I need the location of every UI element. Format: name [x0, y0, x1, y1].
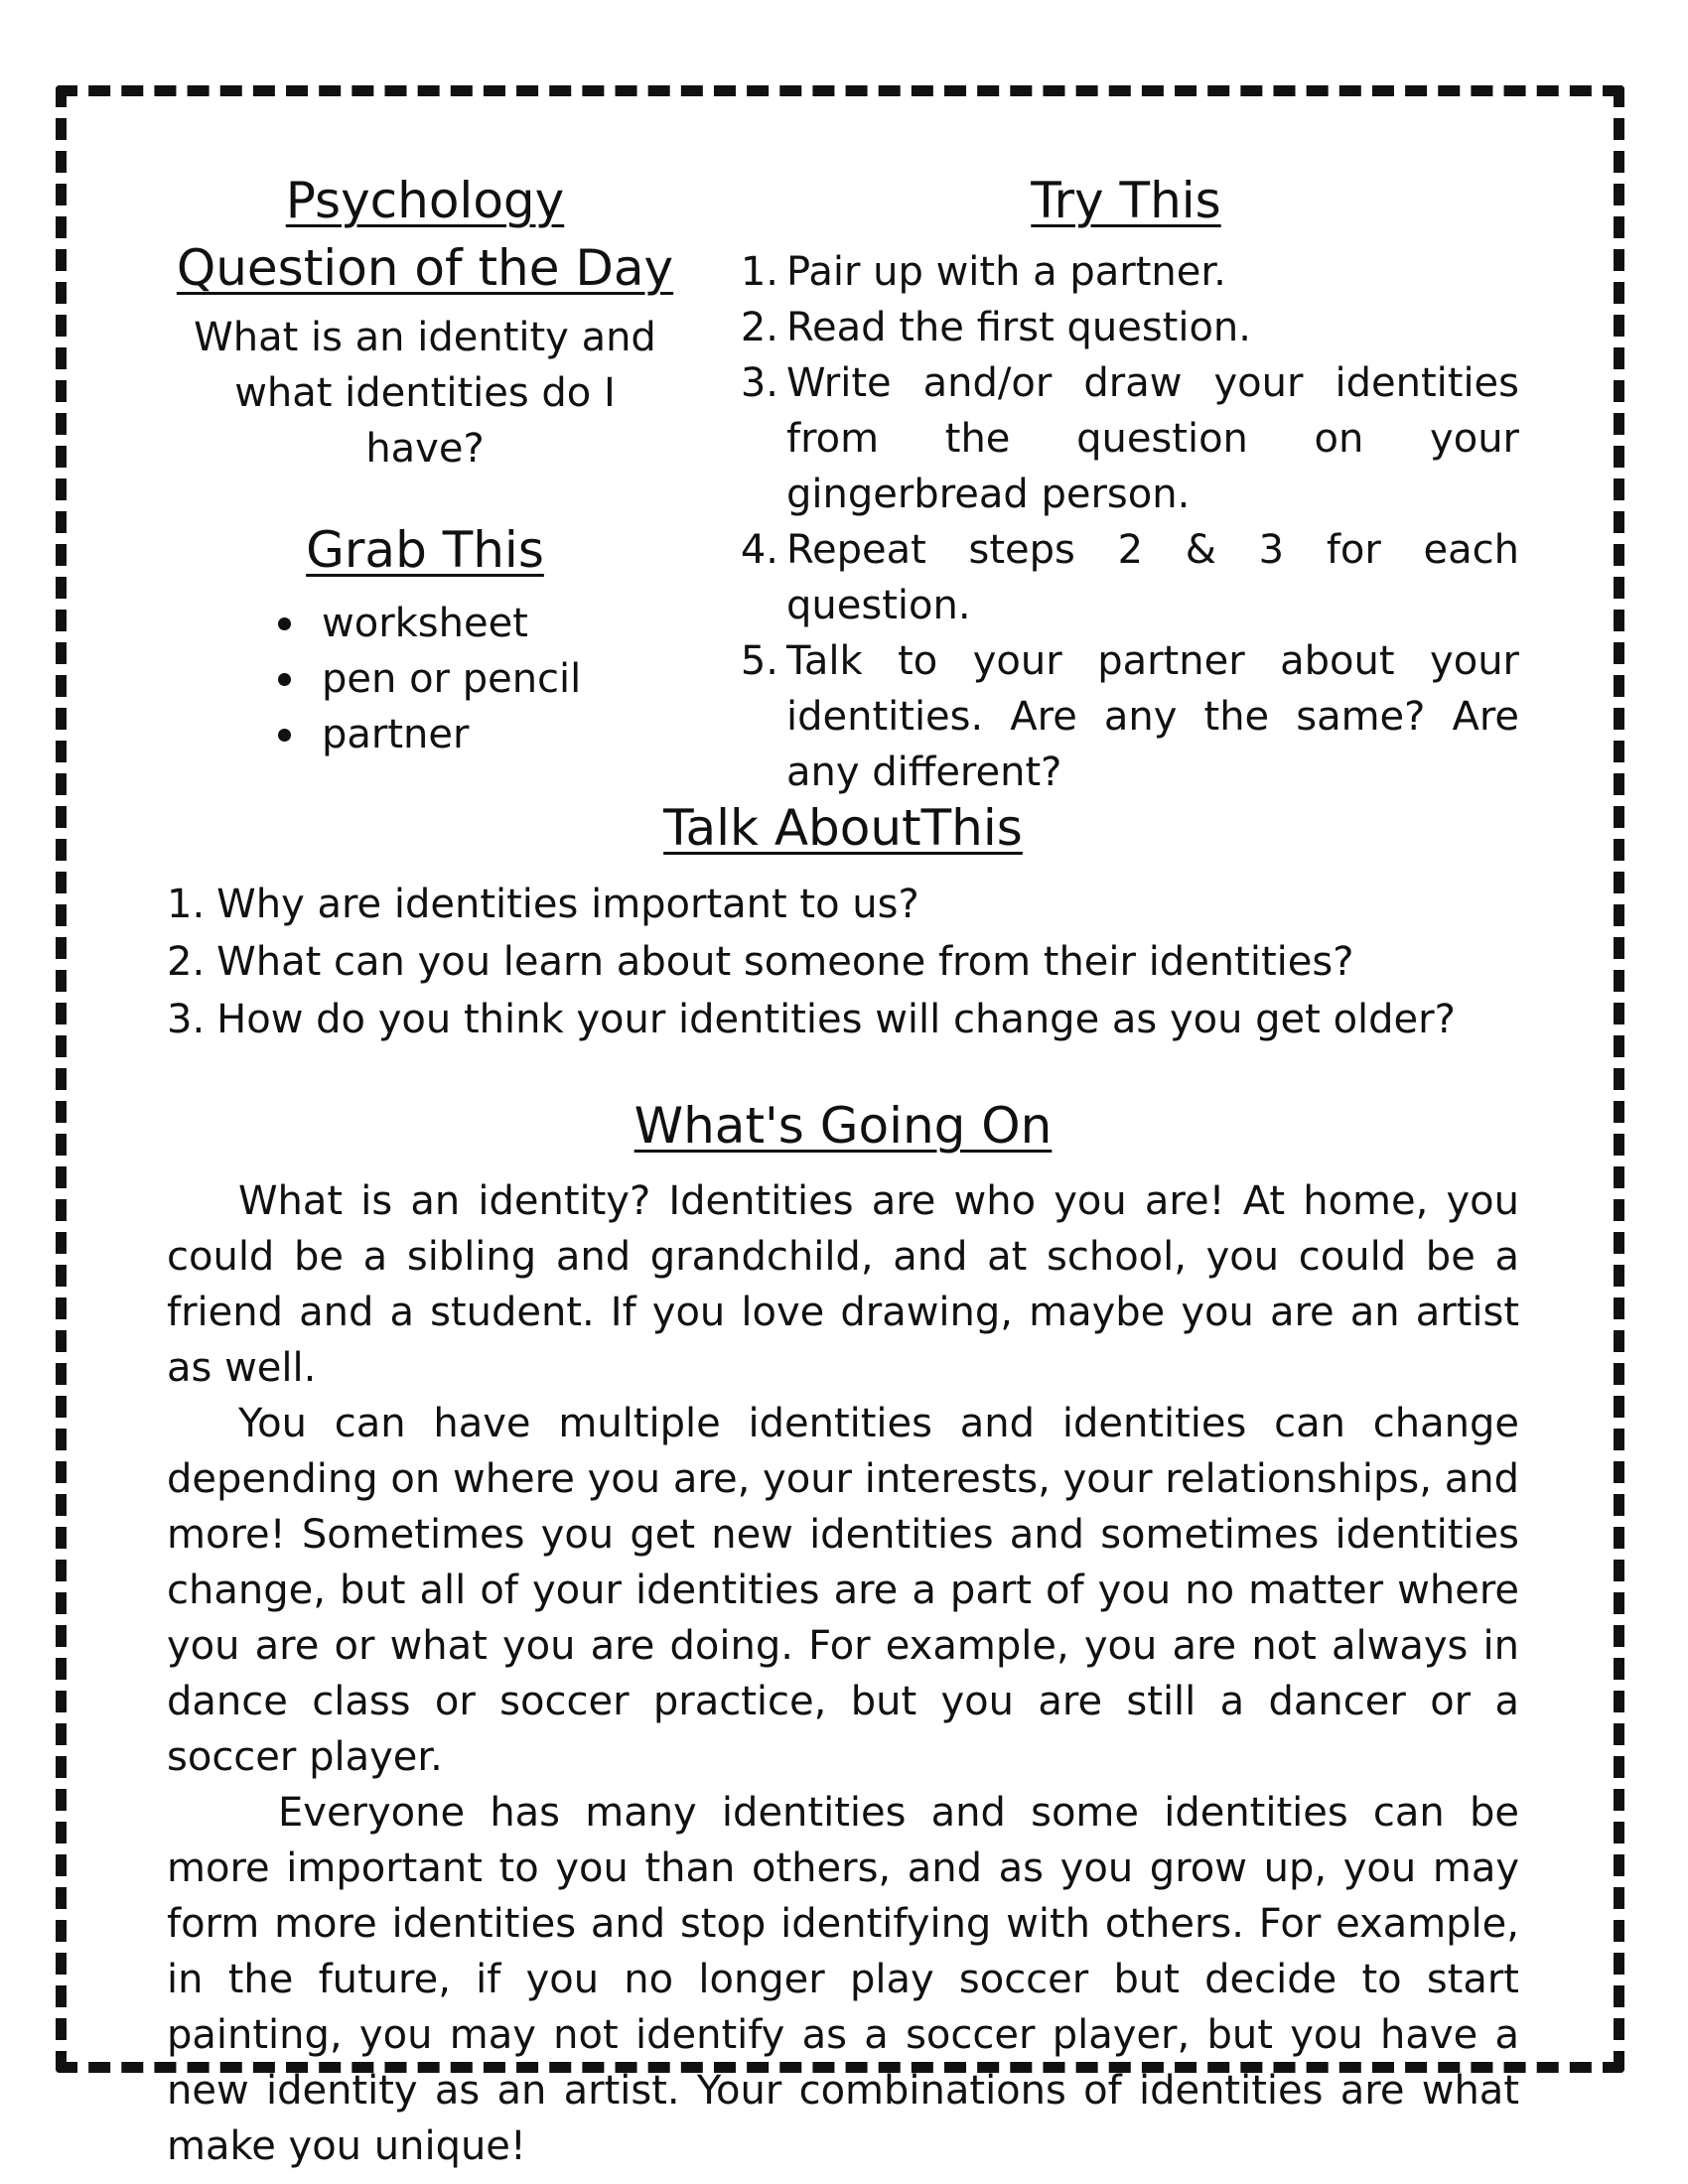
talk-about-this-section	[167, 794, 1519, 1048]
talk-about-this-heading: Talk AboutThis	[663, 799, 1023, 857]
step-text: Repeat steps 2 & 3 for each question.	[786, 527, 1519, 628]
step-text: Pair up with a partner.	[786, 249, 1226, 295]
body-paragraph: Everyone has many identities and some identities can be more important to you than others, and as you grow up, you may form more identities and stop identifying with others. For example, in the future, if you no longer play soccer but decide to start painting, you may not identify as a soccer player, but you have a new identity as an artist. Your combinations of identities are what make you unique!	[167, 1790, 1519, 2169]
talk-question-number: 3.	[167, 997, 206, 1042]
talk-questions-list	[167, 876, 1519, 1048]
step-number: 1.	[740, 249, 778, 295]
body-paragraph: What is an identity? Identities are who you are! At home, you could be a sibling and grandchild, and at school, you could be a friend and a student. If you love drawing, maybe you are an artist as well.	[167, 1178, 1519, 1391]
try-this-steps	[733, 244, 1519, 800]
talk-question-text: What can you learn about someone from their identities?	[216, 939, 1354, 985]
talk-question-text: How do you think your identities will change as you get older?	[216, 997, 1456, 1042]
grab-this-heading: Grab This	[306, 521, 544, 579]
step-number: 5.	[740, 638, 778, 684]
talk-question	[167, 876, 1519, 933]
body-paragraph: You can have multiple identities and identities can change depending on where you are, your interests, your relationships, and more! Sometimes you get new identities and sometimes identities change, but all of your identities are a part of you no matter where you are or what you are doing. For example, you are not always in dance class or soccer practice, but you are still a dancer or a soccer player.	[167, 1401, 1519, 1780]
question-grab-column	[167, 167, 683, 762]
grab-item: partner	[278, 707, 683, 762]
grab-item: pen or pencil	[278, 651, 683, 707]
talk-question	[167, 933, 1519, 991]
step-text: Write and/or draw your identities from the question on your gingerbread person.	[786, 360, 1519, 517]
step-number: 4.	[740, 527, 778, 573]
talk-question-number: 2.	[167, 939, 206, 985]
step-number: 3.	[740, 360, 778, 406]
step-item	[733, 300, 1519, 355]
step-text: Read the first question.	[786, 305, 1251, 350]
step-item	[733, 633, 1519, 800]
talk-question-text: Why are identities important to us?	[216, 882, 919, 927]
step-item	[733, 244, 1519, 300]
question-of-day-heading: Psychology Question of the Day	[176, 172, 674, 297]
try-this-heading: Try This	[1031, 172, 1221, 229]
try-this-column	[733, 167, 1519, 800]
whats-going-on-body	[167, 1173, 1519, 2174]
grab-item: worksheet	[278, 596, 683, 651]
grab-this-list	[167, 596, 683, 762]
question-of-day-text: What is an identity and what identities do I have?	[194, 315, 656, 472]
whats-going-on-heading: What's Going On	[633, 1097, 1053, 1155]
whats-going-on-section	[167, 1092, 1519, 2174]
step-text: Talk to your partner about your identities. Are any the same? Are any different?	[786, 638, 1519, 795]
step-number: 2.	[740, 305, 778, 350]
talk-question-number: 1.	[167, 882, 206, 927]
step-item	[733, 522, 1519, 633]
step-item	[733, 355, 1519, 522]
talk-question	[167, 991, 1519, 1048]
